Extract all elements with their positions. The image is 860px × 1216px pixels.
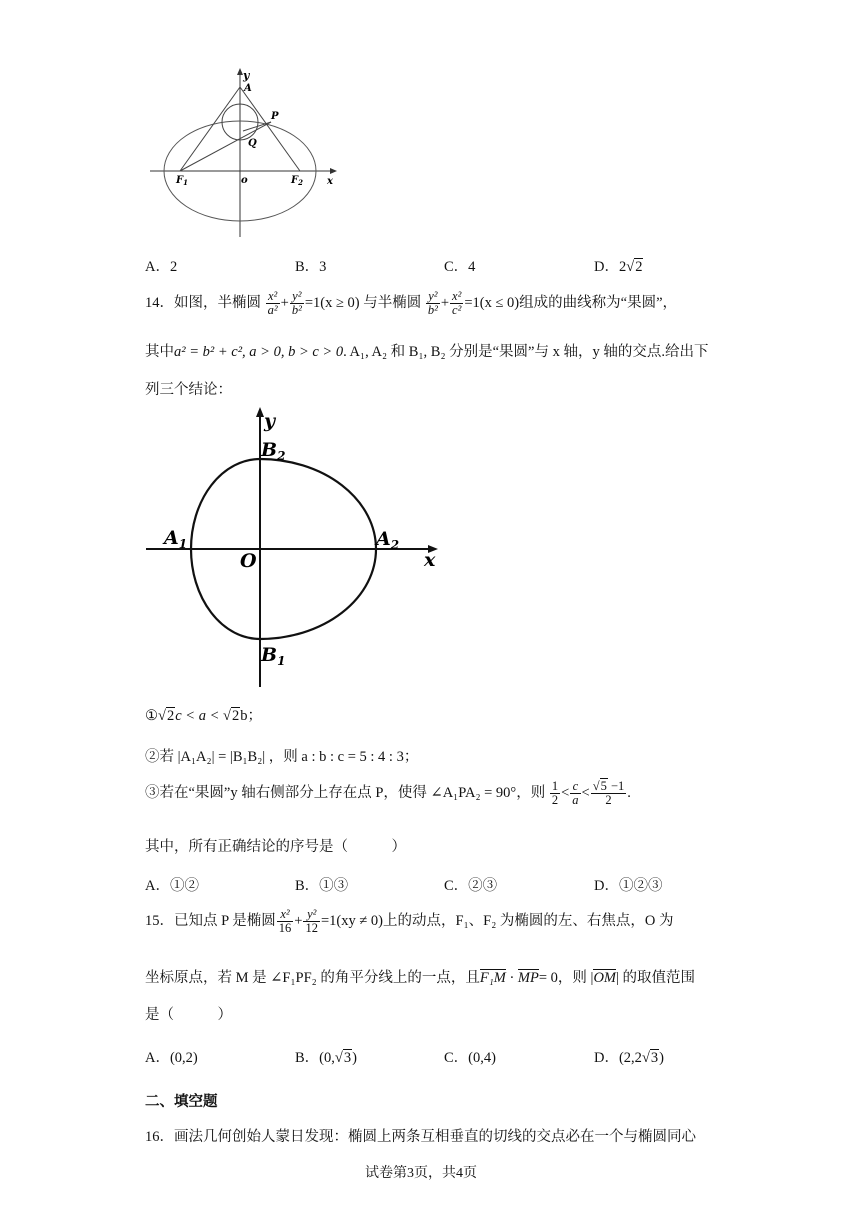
- fig13-line-AF1: [180, 87, 240, 171]
- fruit-ellipse-figure: [140, 405, 450, 695]
- q15-option-b[interactable]: B．(0,√3): [295, 1050, 357, 1066]
- q14-line2-prefix: 其中: [145, 344, 174, 360]
- fig13-label-F2: $F_2$: [291, 175, 303, 187]
- fig13-line-F1P: [180, 122, 271, 171]
- q14-tail1: 组成的曲线称为“果圆”，: [519, 295, 678, 311]
- q16-line1: 16．画法几何创始人蒙日发现：椭圆上两条互相垂直的切线的交点必在一个与椭圆同心: [145, 1129, 696, 1145]
- q14-eq2-rhs: =1(x ≤ 0): [464, 295, 520, 311]
- q14-option-d[interactable]: D．①②③: [594, 878, 663, 894]
- q14-question: 其中，所有正确结论的序号是（ ）: [145, 839, 406, 855]
- q14-frac-y2b2: $\frac{\text{y²}}{\text{b²}}$: [291, 289, 302, 318]
- fig14-label-O: O: [240, 550, 257, 572]
- q15-frac-x2-16: $\frac{\text{x²}}{16}$: [278, 907, 292, 936]
- q14-frac-x2a2: $\frac{\text{x²}}{\text{a²}}$: [267, 289, 278, 318]
- q14-line2-pts: . A₁, A₂ 和 B₁, B₂ 分别是“果圆”与 x 轴，y 轴的交点.给出下: [343, 344, 709, 360]
- q15-line1: 15．已知点 P 是椭圆 $\frac{\text{x²}}{16}$ + $\frac{\text{y²}}{12}$ =1(xy ≠ 0)上的动点，F₁、F₂ 为椭圆的左、右焦点，O 为: [145, 907, 674, 936]
- q14-plus-1: +: [280, 295, 289, 311]
- q15-line2: 坐标原点，若 M 是 ∠F₁PF₂ 的角平分线上的一点，且F₁M · MP= 0，则 |OM| 的取值范围: [145, 970, 696, 986]
- fig13-label-P: P: [271, 111, 279, 122]
- fig13-label-F1: $F_1$: [176, 175, 188, 187]
- fig13-x-arrow: [330, 168, 337, 174]
- fig14-label-B2: $B_2$: [261, 439, 286, 463]
- q14-line3: 列三个结论：: [145, 382, 232, 398]
- fig14-y-arrow: [256, 407, 264, 417]
- q14-statement-3: ③若在“果圆”y 轴右侧部分上存在点 P，使得 ∠A₁PA₂ = 90°，则 $\frac{1}{2}$ < $\frac{c}{a}$ < $\frac{√5 -1}{2}$ .: [145, 779, 631, 808]
- q14-frac-y2b2-b: $\frac{\text{y²}}{\text{b²}}$: [427, 289, 438, 318]
- q14-line1: [145, 288, 677, 318]
- fig13-label-y: y: [243, 69, 250, 82]
- q14-line2: [145, 340, 709, 361]
- q14-plus-2: +: [440, 295, 450, 311]
- q14-eq1-rhs: =1(x ≥ 0): [304, 295, 360, 311]
- fig13-label-Q: Q: [248, 138, 257, 149]
- q14-mid: 与半椭圆: [363, 295, 422, 311]
- fig13-label-A: A: [244, 83, 252, 94]
- q14-intro: 14．如图，半椭圆: [145, 295, 261, 311]
- q15-line3: 是（ ）: [145, 1007, 232, 1023]
- q14-statement-2: ②若 |A₁A₂| = |B₁B₂| ，则 a : b : c = 5 : 4 : 3；: [145, 749, 419, 765]
- q15-option-c[interactable]: C．(0,4): [444, 1050, 496, 1066]
- q13-option-d-sqrt: √2: [626, 259, 643, 275]
- fig14-label-A2: $A_2$: [376, 528, 400, 552]
- fig14-label-x: x: [424, 549, 436, 571]
- q13-option-d-coef: 2: [618, 259, 627, 275]
- q15-option-d[interactable]: D．(2,2√3): [594, 1050, 664, 1066]
- fig14-label-y: y: [264, 410, 276, 432]
- q14-option-b[interactable]: B．①③: [295, 878, 349, 894]
- q13-option-b[interactable]: B．3: [295, 259, 327, 275]
- q14-statement-1: ①√2c < a < √2b；: [145, 708, 262, 724]
- fig14-label-A1: $A_1$: [164, 527, 188, 551]
- page-footer: 试卷第3页，共4页: [365, 1166, 477, 1181]
- fig14-label-B1: $B_1$: [261, 644, 286, 668]
- q13-option-d-prefix: D．: [594, 259, 619, 275]
- q14-line2-cond: a² = b² + c², a > 0, b > c > 0: [174, 344, 344, 360]
- q13-option-d[interactable]: [594, 255, 643, 276]
- q15-option-a[interactable]: A．(0,2): [145, 1050, 198, 1066]
- q13-option-a[interactable]: A．2: [145, 259, 178, 275]
- q13-option-c[interactable]: C．4: [444, 259, 476, 275]
- q14-frac-x2c2: $\frac{\text{x²}}{\text{c²}}$: [452, 289, 462, 318]
- ellipse-triangle-figure: [140, 65, 350, 245]
- q14-option-a[interactable]: A．①②: [145, 878, 199, 894]
- q15-frac-y2-12: $\frac{\text{y²}}{12}$: [305, 907, 318, 936]
- fig13-label-O: o: [241, 175, 248, 186]
- section-title-fill-blank: 二、填空题: [145, 1094, 218, 1110]
- fig13-label-x: x: [327, 176, 333, 187]
- q14-option-c[interactable]: C．②③: [444, 878, 498, 894]
